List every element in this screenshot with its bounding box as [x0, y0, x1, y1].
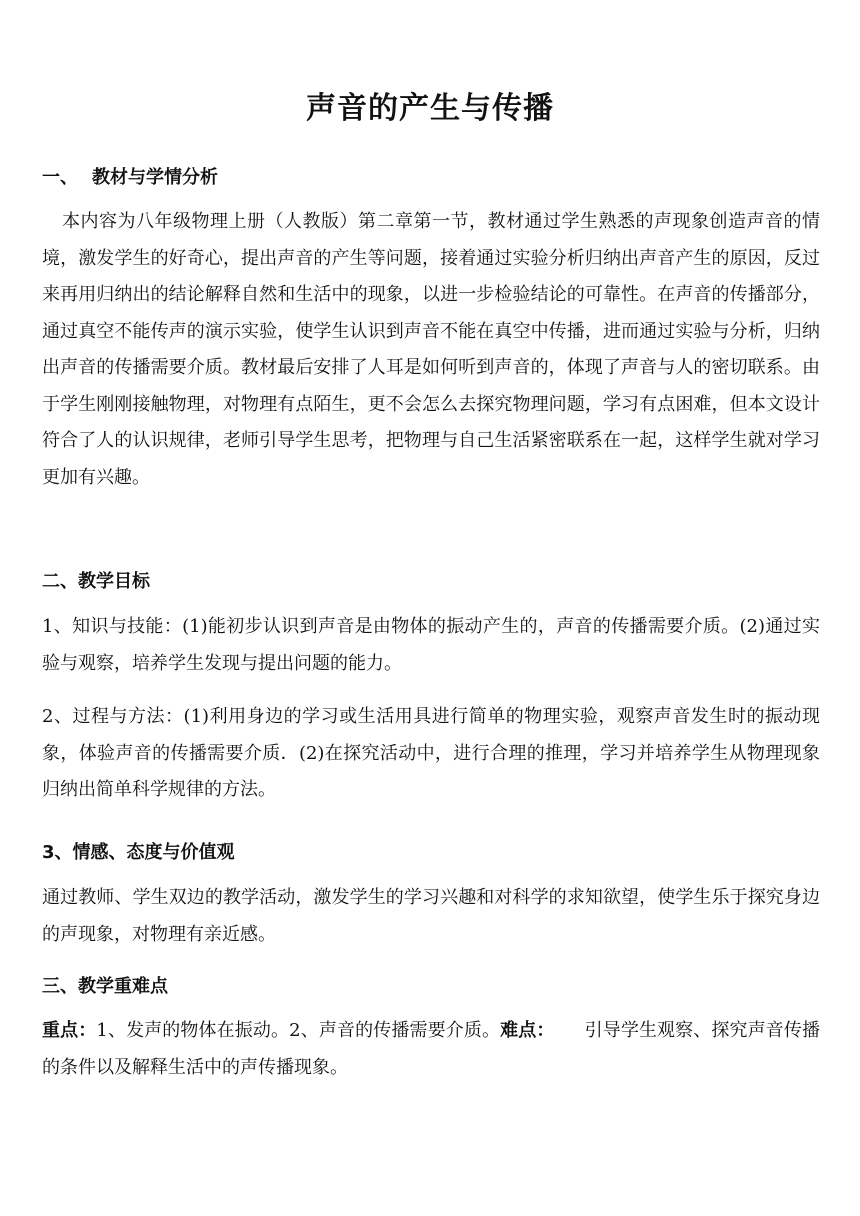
key-point-label: 重点：	[42, 1020, 97, 1041]
objective-emotion-text: 通过教师、学生双边的教学活动，激发学生的学习兴趣和对科学的求知欲望，使学生乐于探究身边的声现象，对物理有亲近感。	[42, 887, 820, 945]
objective-knowledge: 1、知识与技能：(1)能初步认识到声音是由物体的振动产生的，声音的传播需要介质。(2)通过实验与观察，培养学生发现与提出问题的能力。	[42, 616, 820, 674]
difficult-point-text: 引导学生观察、探究声音传播的条件以及解释生活中的声传播现象。	[42, 1020, 821, 1078]
key-point-text: 1、发声的物体在振动。2、声音的传播需要介质。	[96, 1020, 501, 1041]
section-1-number: 一、	[42, 167, 78, 188]
difficult-point-label: 难点：	[500, 1020, 555, 1041]
objective-emotion-heading: 3、情感、态度与价值观	[42, 842, 235, 863]
section-3-heading: 三、教学重难点	[42, 976, 168, 997]
key-difficult-points	[42, 1013, 820, 1086]
section-1-title: 教材与学情分析	[92, 167, 218, 188]
section-1-paragraph: 本内容为八年级物理上册（人教版）第二章第一节，教材通过学生熟悉的声现象创造声音的情境，激发学生的好奇心，提出声音的产生等问题，接着通过实验分析归纳出声音产生的原因，反过来再用归纳出的结论解释自然和生活中的现象，以进一步检验结论的可靠性。在声音的传播部分，通过真空不能传声的演示实验，使学生认识到声音不能在真空中传播，进而通过实验与分析，归纳出声音的传播需要介质。教材最后安排了人耳是如何听到声音的，体现了声音与人的密切联系。由于学生刚刚接触物理，对物理有点陌生，更不会怎么去探究物理问题，学习有点困难，但本文设计符合了人的认识规律，老师引导学生思考，把物理与自己生活紧密联系在一起，这样学生就对学习更加有兴趣。	[42, 211, 820, 488]
document-title: 声音的产生与传播	[306, 91, 554, 126]
section-2-heading: 二、教学目标	[42, 571, 150, 592]
section-1-heading	[42, 164, 218, 192]
objective-process: 2、过程与方法：(1)利用身边的学习或生活用具进行简单的物理实验，观察声音发生时的振动现象，体验声音的传播需要介质．(2)在探究活动中，进行合理的推理，学习并培养学生从物理现象归纳出简单科学规律的方法。	[42, 706, 820, 800]
